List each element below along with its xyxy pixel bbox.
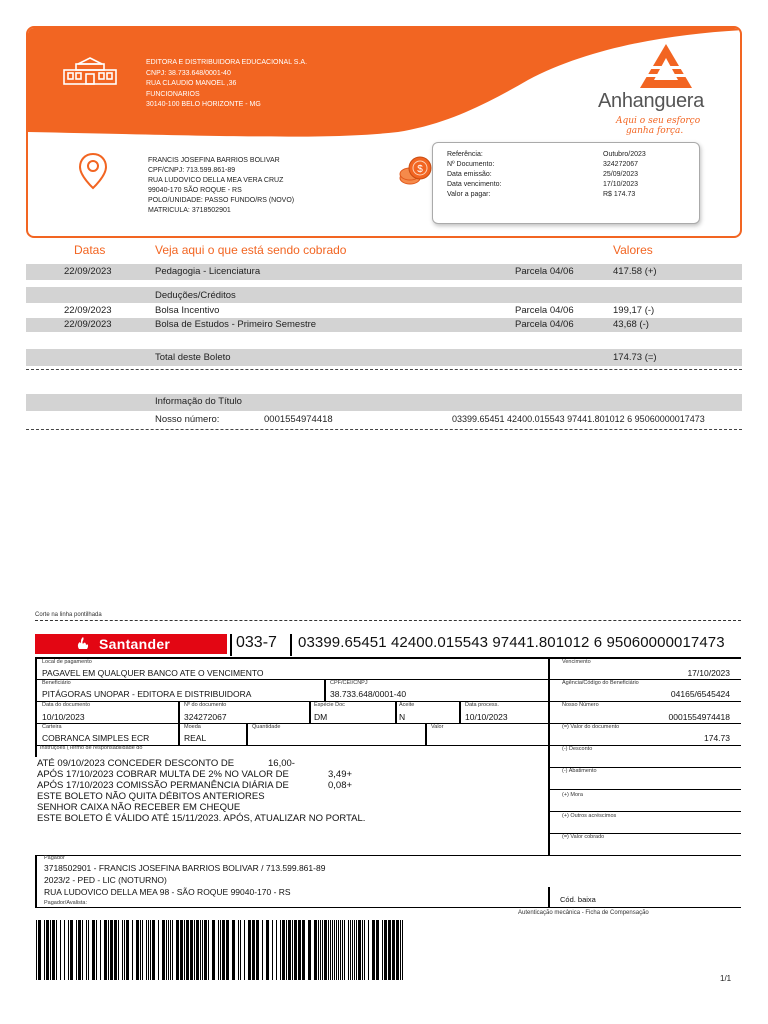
barcode-bar (184, 920, 185, 980)
barcode-bar (288, 920, 291, 980)
issuer-info (146, 58, 307, 111)
agencia-value: 04165/6545424 (670, 689, 730, 699)
data-process-label: Data process. (465, 702, 499, 708)
barcode-bar (292, 920, 293, 980)
issuer-cnpj: CNPJ: 38.733.648/0001-40 (146, 69, 231, 77)
barcode-bar (64, 920, 65, 980)
deduction-1-parcel: Parcela 04/06 (515, 305, 574, 316)
barcode-bar (272, 920, 273, 980)
title-dashed-divider (26, 429, 742, 430)
barcode-bar (354, 920, 355, 980)
barcode-bar (262, 920, 263, 980)
barcode-bar (44, 920, 45, 980)
frame-left-bar (35, 855, 37, 907)
pagador-label: Pagador (44, 855, 65, 861)
data-process-value: 10/10/2023 (465, 712, 508, 722)
barcode-bar (146, 920, 147, 980)
barcode-bar (68, 920, 69, 980)
beneficiario-label: Beneficiário (42, 680, 71, 686)
brand-tagline-2: ganha força. (626, 126, 684, 136)
instruction-value-3: 0,08+ (328, 780, 353, 791)
barcode-bar (56, 920, 57, 980)
deduction-2-description: Bolsa de Estudos - Primeiro Semestre (155, 319, 317, 330)
barcode-bar (124, 920, 125, 980)
barcode-bar (212, 920, 215, 980)
barcode-bar (344, 920, 345, 980)
barcode-bar (104, 920, 107, 980)
statement-digitable-line: 03399.65451 42400.015543 97441.801012 6 95060000017473 (452, 414, 705, 424)
barcode-bar (338, 920, 339, 980)
barcode-bar (176, 920, 179, 980)
barcode-bar (202, 920, 203, 980)
barcode-bar (122, 920, 123, 980)
barcode-bar (240, 920, 241, 980)
header-description: Veja aqui o que está sendo cobrado (155, 243, 347, 257)
carteira-label: Carteira (42, 724, 62, 730)
nosso-numero-field-label: Nosso Número (562, 702, 599, 708)
payer-city: 99040-170 SÃO ROQUE - RS (148, 187, 242, 194)
instruction-line-4: ESTE BOLETO NÃO QUITA DÉBITOS ANTERIORES (37, 791, 265, 802)
barcode-bar (286, 920, 287, 980)
barcode-bar (320, 920, 321, 980)
barcode-bar (364, 920, 365, 980)
row-line (35, 723, 741, 724)
boleto-digitable-line: 03399.65451 42400.015543 97441.801012 6 95060000017473 (298, 634, 725, 651)
barcode-bar (180, 920, 183, 980)
especie-value: DM (314, 712, 328, 722)
frame-top-line (35, 657, 741, 659)
charge-date: 22/09/2023 (64, 266, 112, 277)
barcode-bar (238, 920, 239, 980)
divider-bar (425, 723, 427, 745)
issuer-district: FUNCIONARIOS (146, 90, 200, 98)
barcode-bar (372, 920, 375, 980)
issuer-name: EDITORA E DISTRIBUIDORA EDUCACIONAL S.A. (146, 59, 308, 66)
deductions-band (26, 287, 742, 303)
vencimento-label: Vencimento (562, 659, 591, 665)
barcode-bar (382, 920, 383, 980)
cod-baixa-label: Cód. baixa (560, 895, 596, 904)
divider-bar (459, 701, 461, 723)
barcode-bar (384, 920, 387, 980)
brand-tagline-1: Aqui o seu esforço (616, 116, 701, 126)
barcode-bar (392, 920, 395, 980)
barcode-bar (196, 920, 199, 980)
school-building-icon (62, 56, 118, 86)
pagador-line-2: 2023/2 - PED - LIC (NOTURNO) (44, 875, 167, 885)
svg-text:$: $ (417, 164, 423, 175)
payer-name: FRANCIS JOSEFINA BARRIOS BOLIVAR (148, 157, 280, 164)
data-documento-value: 10/10/2023 (42, 712, 85, 722)
barcode-bar (108, 920, 109, 980)
barcode-bar (126, 920, 129, 980)
instruction-line-6: ESTE BOLETO É VÁLIDO ATÉ 15/11/2023. APÓS, ATUALIZAR NO PORTAL. (37, 813, 366, 824)
barcode-bar (334, 920, 335, 980)
barcode-bar (282, 920, 285, 980)
nosso-numero-field-value: 0001554974418 (668, 712, 730, 722)
header-datas: Datas (74, 243, 106, 257)
coins-icon (398, 154, 434, 186)
barcode-bar (226, 920, 229, 980)
barcode-bar (276, 920, 277, 980)
barcode-bar (148, 920, 149, 980)
numero-documento-label: Nº do documento (184, 702, 227, 708)
valor-cobrado-label: (=) Valor cobrado (562, 834, 605, 840)
total-value: 174.73 (=) (613, 352, 657, 363)
barcode-bar (118, 920, 119, 980)
mora-label: (+) Mora (562, 792, 583, 798)
brand-name: Anhanguera (598, 90, 704, 112)
barcode-bar (60, 920, 61, 980)
barcode-bar (248, 920, 251, 980)
barcode-bar (190, 920, 193, 980)
barcode-bar (150, 920, 151, 980)
barcode-bar (232, 920, 235, 980)
barcode-bar (168, 920, 169, 980)
row-line (35, 701, 741, 702)
deduction-2-date: 22/09/2023 (64, 319, 112, 330)
row-line (35, 855, 741, 856)
barcode-bar (302, 920, 305, 980)
cut-line-label: Corte na linha pontilhada (35, 612, 102, 618)
pagador-line-3: RUA LUDOVICO DELLA MEA 98 - SÃO ROQUE 99040-170 - RS (44, 887, 291, 897)
divider-bar (246, 723, 248, 745)
local-value: PAGAVEL EM QUALQUER BANCO ATE O VENCIMENTO (42, 668, 264, 678)
barcode (36, 920, 410, 980)
avalista-label: Pagador/Avalista: (44, 900, 88, 906)
barcode-bar (328, 920, 329, 980)
instruction-line-5: SENHOR CAIXA NÃO RECEBER EM CHEQUE (37, 802, 241, 813)
frame-right-bar (548, 657, 550, 855)
beneficiario-value: PITÁGORAS UNOPAR - EDITORA E DISTRIBUIDORA (42, 689, 252, 699)
cut-line (35, 620, 741, 621)
barcode-bar (358, 920, 361, 980)
barcode-bar (280, 920, 281, 980)
nosso-numero-label: Nosso número: (155, 414, 220, 425)
valor-documento-label: (=) Valor do documento (562, 724, 620, 730)
divider-bar (548, 887, 550, 907)
boleto-header-card (26, 26, 742, 238)
barcode-bar (88, 920, 89, 980)
barcode-bar (252, 920, 255, 980)
total-dashed-divider (26, 369, 742, 370)
barcode-bar (348, 920, 349, 980)
barcode-bar (350, 920, 351, 980)
barcode-bar (388, 920, 391, 980)
anhanguera-triangle-icon (636, 42, 696, 90)
barcode-bar (76, 920, 77, 980)
frame-left-bar (35, 657, 37, 757)
divider-bar (324, 679, 326, 701)
divider-bar (178, 701, 180, 745)
aceite-value: N (399, 712, 406, 722)
header-valores: Valores (613, 243, 653, 257)
title-info-band (26, 394, 742, 411)
barcode-bar (152, 920, 155, 980)
issuer-street: RUA CLAUDIO MANOEL ,36 (146, 80, 237, 87)
deduction-1-date: 22/09/2023 (64, 305, 112, 316)
barcode-bar (70, 920, 73, 980)
barcode-bar (220, 920, 221, 980)
barcode-bar (100, 920, 101, 980)
barcode-bar (256, 920, 259, 980)
title-info-label: Informação do Título (155, 396, 242, 407)
deduction-2-value: 43,68 (-) (613, 319, 649, 330)
barcode-bar (298, 920, 301, 980)
barcode-bar (170, 920, 171, 980)
payer-cpf: CPF/CNPJ: 713.599.861-89 (148, 167, 236, 174)
barcode-bar (308, 920, 311, 980)
cpfcnpj-label: CPF/CEI/CNPJ (330, 680, 368, 686)
bank-code: 033-7 (236, 634, 277, 651)
barcode-bar (324, 920, 327, 980)
barcode-bar (376, 920, 379, 980)
charge-value: 417.58 (+) (613, 266, 657, 277)
barcode-bar (396, 920, 399, 980)
barcode-bar (194, 920, 195, 980)
payer-matricula: MATRICULA: 3718502901 (148, 207, 231, 214)
local-label: Local de pagamento (42, 659, 92, 665)
barcode-bar (332, 920, 333, 980)
barcode-bar (266, 920, 269, 980)
divider-bar (395, 701, 397, 723)
barcode-bar (362, 920, 363, 980)
barcode-bar (38, 920, 41, 980)
outros-label: (+) Outros acréscimos (562, 813, 617, 819)
barcode-bar (162, 920, 165, 980)
barcode-bar (110, 920, 113, 980)
autenticacao-label: Autenticação mecânica - Ficha de Compensação (518, 910, 649, 916)
barcode-bar (166, 920, 167, 980)
deduction-1-value: 199,17 (-) (613, 305, 655, 316)
deductions-title: Deduções/Créditos (155, 290, 236, 301)
divider-bar (290, 634, 292, 656)
desconto-label: (-) Desconto (562, 746, 593, 752)
barcode-bar (222, 920, 225, 980)
barcode-bar (36, 920, 37, 980)
numero-documento-value: 324272067 (184, 712, 227, 722)
especie-label: Espécie Doc (314, 702, 345, 708)
barcode-bar (318, 920, 319, 980)
valor-documento-value: 174.73 (704, 733, 730, 743)
instruction-line-2: APÓS 17/10/2023 COBRAR MULTA DE 2% NO VALOR DE (37, 769, 289, 780)
valor-label: Valor (431, 724, 444, 730)
barcode-bar (368, 920, 369, 980)
barcode-bar (400, 920, 401, 980)
barcode-bar (200, 920, 201, 980)
issuer-city: 30140-100 BELO HORIZONTE - MG (146, 101, 261, 108)
carteira-value: COBRANCA SIMPLES ECR (42, 733, 150, 743)
pagador-line-1: 3718502901 - FRANCIS JOSEFINA BARRIOS BOLIVAR / 713.599.861-89 (44, 863, 326, 873)
cpfcnpj-value: 38.733.648/0001-40 (330, 689, 407, 699)
barcode-bar (158, 920, 159, 980)
agencia-label: Agência/Código do Beneficiário (562, 680, 639, 686)
instruction-line-1: ATÉ 09/10/2023 CONCEDER DESCONTO DE (37, 758, 235, 769)
moeda-value: REAL (184, 733, 207, 743)
barcode-bar (172, 920, 173, 980)
bank-name: Santander (99, 636, 171, 652)
divider-bar (230, 634, 232, 656)
row-line (548, 789, 741, 790)
barcode-bar (96, 920, 97, 980)
barcode-bar (132, 920, 133, 980)
vencimento-value: 17/10/2023 (687, 668, 730, 678)
payer-address: RUA LUDOVICO DELLA MEA VERA CRUZ (148, 177, 284, 184)
barcode-bar (186, 920, 189, 980)
deduction-1-description: Bolsa Incentivo (155, 305, 220, 316)
pagador-bottom-line (35, 907, 741, 908)
barcode-bar (322, 920, 323, 980)
anhanguera-logo (596, 42, 736, 136)
barcode-bar (86, 920, 87, 980)
instruction-value-1: 16,00- (268, 758, 295, 769)
location-pin-icon (78, 152, 108, 190)
moeda-label: Moeda (184, 724, 201, 730)
charge-description: Pedagogia - Licenciatura (155, 266, 261, 277)
data-documento-label: Data do documento (42, 702, 91, 708)
barcode-bar (140, 920, 141, 980)
barcode-bar (244, 920, 245, 980)
aceite-label: Aceite (399, 702, 415, 708)
barcode-bar (92, 920, 95, 980)
barcode-bar (52, 920, 55, 980)
brand-tagline (616, 116, 700, 136)
row-line (548, 811, 741, 812)
total-label: Total deste Boleto (155, 352, 231, 363)
instructions-label: Instruções (Termo de responsabilidade do (40, 745, 143, 751)
barcode-bar (204, 920, 207, 980)
divider-bar (309, 701, 311, 723)
barcode-bar (114, 920, 117, 980)
charge-parcel: Parcela 04/06 (515, 266, 574, 277)
instruction-line-3: APÓS 17/10/2023 COMISSÃO PERMANÊNCIA DIÁRIA DE (37, 780, 289, 791)
barcode-bar (50, 920, 51, 980)
instruction-value-2: 3,49+ (328, 769, 353, 780)
page-number: 1/1 (720, 974, 732, 983)
barcode-bar (314, 920, 317, 980)
deduction-2-parcel: Parcela 04/06 (515, 319, 574, 330)
barcode-bar (336, 920, 337, 980)
payer-polo: POLO/UNIDADE: PASSO FUNDO/RS (NOVO) (148, 197, 295, 204)
nosso-numero-value: 0001554974418 (264, 414, 333, 425)
abatimento-label: (-) Abatimento (562, 768, 597, 774)
barcode-bar (330, 920, 331, 980)
barcode-bar (208, 920, 209, 980)
barcode-bar (218, 920, 219, 980)
barcode-bar (78, 920, 81, 980)
barcode-bar (342, 920, 343, 980)
barcode-bar (46, 920, 49, 980)
barcode-bar (136, 920, 139, 980)
barcode-bar (356, 920, 357, 980)
barcode-bar (82, 920, 83, 980)
quantidade-label: Quantidade (252, 724, 281, 730)
payer-info (148, 156, 294, 216)
reference-box: Referência: Outubro/2023 Nº Documento: 324272067 Data emissão: 25/09/2023 Data vencimento: 17/10/2023 Valor a pagar: R$ 174.73 (432, 142, 700, 224)
barcode-bar (352, 920, 353, 980)
barcode-bar (142, 920, 143, 980)
santander-logo (35, 634, 227, 654)
barcode-bar (402, 920, 403, 980)
santander-flame-icon (75, 637, 91, 651)
barcode-bar (294, 920, 297, 980)
barcode-bar (340, 920, 341, 980)
